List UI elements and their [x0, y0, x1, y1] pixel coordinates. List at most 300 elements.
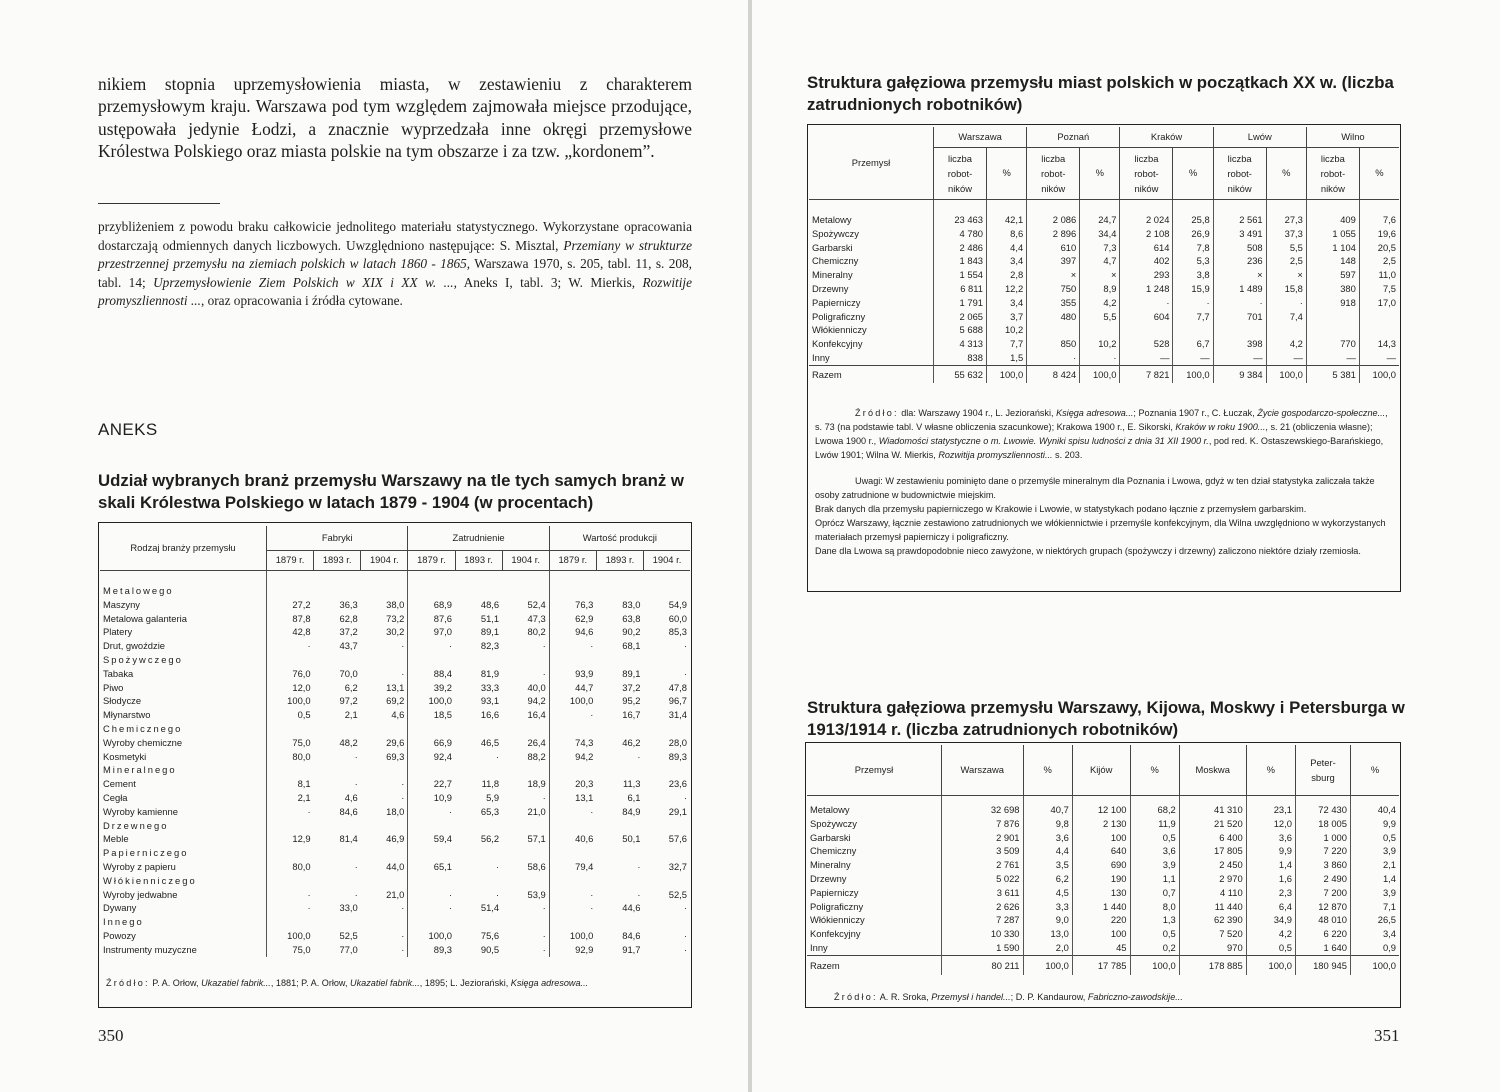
spacer-cell: [1350, 795, 1399, 803]
table-cell: 8,1: [267, 777, 314, 791]
table-cell: 3,7: [987, 310, 1027, 324]
table-row: [100, 791, 690, 805]
table-cell: 24,7: [1080, 213, 1120, 227]
table-cell: 12,0: [1246, 817, 1295, 831]
table-cell: 2 970: [1179, 872, 1246, 886]
table-cell: [502, 653, 549, 667]
table-cell: 26,4: [527, 736, 546, 748]
table-cell: [408, 915, 455, 929]
column-header: %: [1023, 745, 1072, 795]
year-header: 1893 r.: [314, 550, 361, 570]
table-source: Źródło: dla: Warszawy 1904 r., L. Jeziorański, Księga adresowa...; Poznania 1907 r., C. Łuczak, Życie gospodarczo-społeczne..., s. 73 (na podstawie tabl. V własne obliczenia szacunkowe); Krakowa 1900 r., E. Sikorski, Kraków w roku 1900..., s. 21 (obliczenia własne); Lwowa 1900 r., Wiadomości statystyczne o m. Lwowie. Wyniki spisu ludności z dnia 31 XII 1900 r., pod red. K. Ostaszewskiego-Barańskiego, Lwów 1901; Wilna W. Mierkis, Rozwitija promyszliennosti... s. 203.: [815, 408, 1388, 460]
row-label: Innego: [103, 916, 144, 928]
table-cell: 94,2: [549, 750, 596, 764]
table-cell: ·: [542, 640, 546, 652]
table-cell: 3,4: [1350, 927, 1399, 941]
table-cell: [596, 915, 643, 929]
table-cell: 100,0: [1246, 955, 1295, 975]
table-cell: 7,7: [987, 337, 1027, 351]
table-cell: ·: [542, 943, 546, 955]
table-cell: [455, 722, 502, 736]
table-cell: ·: [683, 791, 687, 803]
row-label: Garbarski: [812, 241, 853, 253]
table-cell: ×: [1213, 268, 1266, 282]
table-cell: 93,9: [549, 667, 596, 681]
table-cell: 23,6: [668, 778, 687, 790]
table-cell: 9,9: [1350, 817, 1399, 831]
table-cell: [1027, 323, 1080, 337]
table-cell: 750: [1027, 282, 1080, 296]
table-cell: 66,9: [408, 736, 455, 750]
table-row: [100, 750, 690, 764]
table-cell: 21 520: [1179, 817, 1246, 831]
table-cell: 91,7: [622, 943, 641, 955]
table-cell: 19,6: [1359, 227, 1399, 241]
spacer-cell: [644, 570, 691, 584]
table-cell: [549, 722, 596, 736]
table-cell: ·: [401, 667, 405, 679]
table-cell: 44,7: [549, 681, 596, 695]
spacer-cell: [1072, 795, 1130, 803]
table-cell: [361, 722, 408, 736]
spacer-cell: [1246, 795, 1295, 803]
table-cell: 13,0: [1023, 927, 1072, 941]
table-cell: ·: [267, 901, 314, 915]
table-cell: 32 698: [942, 803, 1024, 817]
table-cell: 95,2: [622, 695, 641, 707]
table-cell: 3,9: [1350, 886, 1399, 900]
table-cell: 1 248: [1120, 282, 1173, 296]
table-cell: 770: [1306, 337, 1359, 351]
table-row: [100, 929, 690, 943]
table-cell: 100,0: [408, 929, 455, 943]
table-cell: 37,2: [622, 681, 641, 693]
table-cell: 5,5: [1266, 241, 1306, 255]
table-cell: 100,0: [1080, 365, 1120, 383]
table-cell: 1,3: [1130, 913, 1179, 927]
table-cell: [267, 722, 314, 736]
table-cell: 2 024: [1120, 213, 1173, 227]
table-cell: [644, 763, 691, 777]
table-cell: 81,9: [480, 667, 500, 679]
table-cell: 9 384: [1213, 365, 1266, 383]
right-page: [752, 0, 1500, 1092]
spacer-cell: [807, 795, 942, 803]
table-cell: 3,6: [1246, 831, 1295, 845]
table-cell: 1,6: [1246, 872, 1295, 886]
row-label: Meble: [103, 833, 129, 845]
table-cell: 41 310: [1179, 803, 1246, 817]
group-row: [100, 819, 690, 833]
table-cell: 12 100: [1072, 803, 1130, 817]
table-cell: 42,1: [987, 213, 1027, 227]
table-row: [807, 872, 1399, 886]
table-cell: 100: [1072, 831, 1130, 845]
table-cell: ·: [267, 888, 314, 902]
table-cell: 42,8: [267, 625, 314, 639]
table-cell: 3,6: [1023, 831, 1072, 845]
table-cell: 2 901: [942, 831, 1024, 845]
table-cell: [314, 819, 361, 833]
table-cell: 48,2: [339, 736, 358, 748]
row-label: Papierniczy: [812, 296, 861, 308]
table-title: Struktura gałęziowa przemysłu miast polskich w początkach XX w. (liczba zatrudnionych robotników): [807, 73, 1394, 114]
table-cell: 3 491: [1213, 227, 1266, 241]
table-cell: 40,4: [1350, 803, 1399, 817]
spacer-cell: [1359, 199, 1399, 213]
table-row: [100, 888, 690, 902]
table-cell: ·: [683, 943, 687, 955]
spacer-cell: [1023, 795, 1072, 803]
table-cell: ·: [401, 902, 405, 914]
table-cell: ×: [1266, 268, 1306, 282]
table-cell: 5 381: [1306, 365, 1359, 383]
table-cell: [549, 915, 596, 929]
table-cell: 5,3: [1173, 254, 1213, 268]
row-label: Maszyny: [103, 598, 140, 610]
city-header: Kraków: [1120, 127, 1213, 147]
table-cell: 838: [934, 351, 987, 365]
table-cell: ·: [549, 888, 596, 902]
table-cell: [314, 874, 361, 888]
table-cell: ·: [1266, 296, 1306, 310]
table-cell: 2 761: [942, 858, 1024, 872]
table-cell: [361, 915, 408, 929]
table-cell: 43,7: [339, 640, 358, 652]
table-cell: [644, 584, 691, 598]
row-label: Tabaka: [103, 667, 134, 679]
row-label: Drzewnego: [103, 819, 169, 831]
table-cell: 4,7: [1080, 254, 1120, 268]
city-industry-table: [809, 127, 1399, 383]
table-cell: [314, 722, 361, 736]
table-cell: 50,1: [622, 833, 641, 845]
table-row: [809, 268, 1399, 282]
table-cell: 16,4: [527, 709, 546, 721]
group-row: [100, 584, 690, 598]
table-cell: 2 561: [1213, 213, 1266, 227]
spacer-cell: [1130, 795, 1179, 803]
row-label: Konfekcyjny: [812, 338, 863, 350]
table-cell: 18,0: [386, 805, 405, 817]
spacer-cell: [987, 199, 1027, 213]
table-cell: 7 200: [1295, 886, 1350, 900]
table-row: [100, 694, 690, 708]
city-header: Warszawa: [934, 127, 1027, 147]
table-cell: 88,2: [527, 750, 546, 762]
spacer-cell: [1179, 795, 1246, 803]
table-cell: [549, 653, 596, 667]
table-cell: 81,4: [339, 833, 358, 845]
table-cell: 94,6: [549, 625, 596, 639]
table-cell: 63,8: [622, 612, 641, 624]
table-row: [809, 282, 1399, 296]
table-cell: 53,9: [527, 888, 546, 900]
table-cell: 46,5: [480, 736, 500, 748]
table-cell: 23,1: [1246, 803, 1295, 817]
table-cell: 89,3: [668, 750, 687, 762]
table-cell: 73,2: [386, 612, 405, 624]
table-cell: 1 791: [934, 296, 987, 310]
table-cell: 94,2: [527, 695, 546, 707]
column-header: %: [1350, 745, 1399, 795]
table-cell: [267, 653, 314, 667]
table-cell: 97,0: [408, 625, 455, 639]
table-cell: 528: [1120, 337, 1173, 351]
year-header: 1879 r.: [549, 550, 596, 570]
table-cell: 62,8: [339, 612, 358, 624]
table-cell: 220: [1072, 913, 1130, 927]
group-row: [100, 846, 690, 860]
table-cell: 7 821: [1120, 365, 1173, 383]
table-cell: [314, 846, 361, 860]
table-cell: ·: [401, 791, 405, 803]
table-cell: 3,6: [1130, 844, 1179, 858]
note: Oprócz Warszawy, łącznie zestawiono zatrudnionych we włókiennictwie i przemyśle konfekcyjnym, dla Wilna uwzględniono w wykorzystanych materiałach przemysł papierniczy i poligraficzny.: [815, 518, 1386, 542]
table-cell: ·: [401, 640, 405, 652]
table-cell: 80,0: [267, 860, 314, 874]
table-cell: 74,3: [549, 736, 596, 750]
table-cell: ·: [408, 639, 455, 653]
table-cell: 1 640: [1295, 941, 1350, 955]
table-cell: 48,6: [480, 598, 500, 610]
spacer-cell: [267, 570, 314, 584]
row-label: Słodycze: [103, 695, 142, 707]
table-row: [100, 639, 690, 653]
table-cell: [267, 584, 314, 598]
year-header: 1879 r.: [408, 550, 455, 570]
table-cell: [502, 846, 549, 860]
table-cell: 45: [1072, 941, 1130, 955]
table-cell: 46,9: [386, 833, 405, 845]
table-row: [100, 681, 690, 695]
table-cell: 100,0: [267, 929, 314, 943]
row-label: Spożywczy: [810, 817, 857, 829]
table-cell: ·: [354, 888, 358, 900]
row-label: Powozy: [103, 929, 136, 941]
table-cell: 1 104: [1306, 241, 1359, 255]
table-cell: —: [1266, 351, 1306, 365]
table-cell: 4,5: [1023, 886, 1072, 900]
table-cell: 14,3: [1359, 337, 1399, 351]
table-cell: ·: [354, 860, 358, 872]
footnote: przybliżeniem z powodu braku całkowicie jednolitego materiału statystycznego. Wykorzystane opracowania dostarczają odmiennych danych liczbowych. Uwzględniono następujące: S. Misztal, Przemiany w strukturze przestrzennej przemysłu na ziemiach polskich w latach 1860 - 1865, Warszawa 1970, s. 205, tabl. 11, s. 208, tabl. 14; Uprzemysłowienie Ziem Polskich w XIX i XX w. ..., Aneks I, tabl. 3; W. Mierkis, Rozwitije promyszliennosti ..., oraz opracowania i źródła cytowane.: [98, 219, 693, 309]
table-cell: [549, 846, 596, 860]
spacer-cell: [1266, 199, 1306, 213]
table-cell: ·: [267, 639, 314, 653]
table-cell: 4,6: [391, 709, 405, 721]
table-cell: 0,5: [1130, 831, 1179, 845]
table-cell: [1120, 323, 1173, 337]
row-label: Piwo: [103, 681, 124, 693]
column-header: Przemysł: [809, 127, 934, 199]
table-cell: [549, 819, 596, 833]
row-label: Papierniczego: [103, 847, 189, 859]
table-cell: 6,2: [1023, 872, 1072, 886]
table-cell: ·: [637, 750, 641, 762]
table-cell: 180 945: [1295, 955, 1350, 975]
table-cell: [455, 819, 502, 833]
table-cell: 32,7: [668, 860, 687, 872]
table-cell: 87,6: [408, 612, 455, 626]
table-cell: 100,0: [1359, 365, 1399, 383]
table-cell: 25,8: [1173, 213, 1213, 227]
table-cell: 20,5: [1359, 241, 1399, 255]
table-cell: 13,1: [549, 791, 596, 805]
spacer-cell: [934, 199, 987, 213]
table-cell: 80,2: [527, 626, 546, 638]
group-header: Wartość produkcji: [549, 526, 690, 550]
table-cell: 92,4: [408, 750, 455, 764]
table-cell: [361, 653, 408, 667]
table-cell: 100,0: [549, 929, 596, 943]
table-cell: 68,2: [1130, 803, 1179, 817]
table-cell: [502, 722, 549, 736]
table-cell: 18,9: [527, 778, 546, 790]
table-cell: 100,0: [1350, 955, 1399, 975]
table-cell: 28,0: [668, 736, 687, 748]
year-header: 1879 r.: [267, 550, 314, 570]
row-label: Razem: [809, 365, 934, 383]
row-label: Kosmetyki: [103, 750, 147, 762]
spacer-row: [809, 199, 1399, 213]
table-cell: ·: [1027, 351, 1080, 365]
table-cell: 8,6: [987, 227, 1027, 241]
table-cell: ·: [542, 902, 546, 914]
table-cell: 4 780: [934, 227, 987, 241]
table-cell: [1173, 323, 1213, 337]
table-cell: 0,5: [267, 708, 314, 722]
table-cell: 100,0: [267, 694, 314, 708]
table-cell: 6,1: [627, 791, 641, 803]
table-cell: 100,0: [1023, 955, 1072, 975]
row-label: Metalowego: [103, 585, 174, 596]
table-cell: [314, 763, 361, 777]
table-cell: 12 870: [1295, 900, 1350, 914]
table-cell: 4,2: [1266, 337, 1306, 351]
table-cell: 604: [1120, 310, 1173, 324]
table-cell: 57,6: [668, 833, 687, 845]
table-cell: 100,0: [549, 694, 596, 708]
table-cell: 3,3: [1023, 900, 1072, 914]
table-cell: 1 000: [1295, 831, 1350, 845]
row-label: Papierniczy: [810, 886, 859, 898]
table-cell: [361, 874, 408, 888]
spacer-cell: [809, 199, 934, 213]
table-cell: 47,3: [527, 612, 546, 624]
table-cell: 80,0: [267, 750, 314, 764]
row-label: Chemicznego: [103, 722, 183, 734]
table-cell: [267, 846, 314, 860]
table-cell: 65,1: [408, 860, 455, 874]
table-cell: 77,0: [339, 943, 358, 955]
table-cell: 37,3: [1266, 227, 1306, 241]
row-label: Chemiczny: [812, 255, 859, 267]
table-cell: [408, 722, 455, 736]
table-row: [100, 860, 690, 874]
row-label: Wyroby jedwabne: [103, 888, 178, 900]
table-cell: 0,9: [1350, 941, 1399, 955]
table-cell: 29,6: [386, 736, 405, 748]
table-cell: 2 490: [1295, 872, 1350, 886]
table-cell: 89,1: [480, 626, 500, 638]
table-cell: ·: [1080, 351, 1120, 365]
table-cell: ·: [549, 639, 596, 653]
table-cell: 62 390: [1179, 913, 1246, 927]
table-cell: 11,0: [1359, 268, 1399, 282]
table-cell: [408, 584, 455, 598]
note: Brak danych dla przemysłu papierniczego w Krakowie i Lwowie, w statystykach podano łącznie z przemysłem garbarskim.: [815, 504, 1307, 514]
table-cell: [596, 722, 643, 736]
table-cell: ·: [1120, 296, 1173, 310]
spacer-cell: [455, 570, 502, 584]
table-cell: 75,0: [267, 943, 314, 957]
table-cell: ·: [408, 888, 455, 902]
table-cell: 33,3: [480, 681, 500, 693]
table-cell: 6,4: [1246, 900, 1295, 914]
table-cell: 7 220: [1295, 844, 1350, 858]
table-row: [809, 365, 1399, 383]
row-label: Drzewny: [812, 282, 849, 294]
table-cell: 293: [1120, 268, 1173, 282]
table-cell: 2,1: [267, 791, 314, 805]
spacer-cell: [408, 570, 455, 584]
table-cell: 96,7: [668, 695, 687, 707]
year-header: 1893 r.: [455, 550, 502, 570]
table-cell: ×: [1080, 268, 1120, 282]
table-row: [100, 598, 690, 612]
table-cell: 11 440: [1179, 900, 1246, 914]
table-row: [807, 858, 1399, 872]
page-number: 351: [1374, 1026, 1400, 1045]
table-cell: 100: [1072, 927, 1130, 941]
table-cell: 4 110: [1179, 886, 1246, 900]
table-cell: 100,0: [1173, 365, 1213, 383]
table-cell: ·: [542, 929, 546, 941]
table-cell: 58,6: [527, 860, 546, 872]
spacer-cell: [596, 570, 643, 584]
table-cell: 100,0: [987, 365, 1027, 383]
header-row: [809, 127, 1399, 147]
table-cell: 690: [1072, 858, 1130, 872]
table-cell: 76,3: [549, 598, 596, 612]
table-row: [809, 241, 1399, 255]
row-label: Poligraficzny: [810, 900, 864, 912]
table-cell: 7 287: [942, 913, 1024, 927]
table-row: [809, 351, 1399, 365]
table-cell: 2,8: [987, 268, 1027, 282]
column-header: %: [1246, 745, 1295, 795]
table-cell: 30,2: [386, 626, 405, 638]
table-source: Źródło: P. A. Orłow, Ukazatiel fabrik..., 1881; P. A. Orłow, Ukazatiel fabrik..., 1895; L. Jeziorański, Księga adresowa...: [106, 978, 589, 988]
row-label: Drut, gwoździe: [103, 640, 166, 652]
table-cell: ·: [549, 901, 596, 915]
table-cell: 46,2: [622, 736, 641, 748]
row-label: Włókienniczy: [810, 914, 865, 926]
table-cell: 190: [1072, 872, 1130, 886]
count-header: liczba robot- ników: [1120, 147, 1173, 199]
row-label: Włókienniczego: [103, 874, 197, 886]
table-cell: 1,4: [1246, 858, 1295, 872]
table-cell: —: [1120, 351, 1173, 365]
table-row: [807, 886, 1399, 900]
table-cell: 48 010: [1295, 913, 1350, 927]
count-header: liczba robot- ników: [1306, 147, 1359, 199]
table-row: [807, 844, 1399, 858]
table-cell: 37,2: [339, 626, 358, 638]
table-cell: 89,1: [622, 667, 641, 679]
table-cell: 0,5: [1350, 831, 1399, 845]
